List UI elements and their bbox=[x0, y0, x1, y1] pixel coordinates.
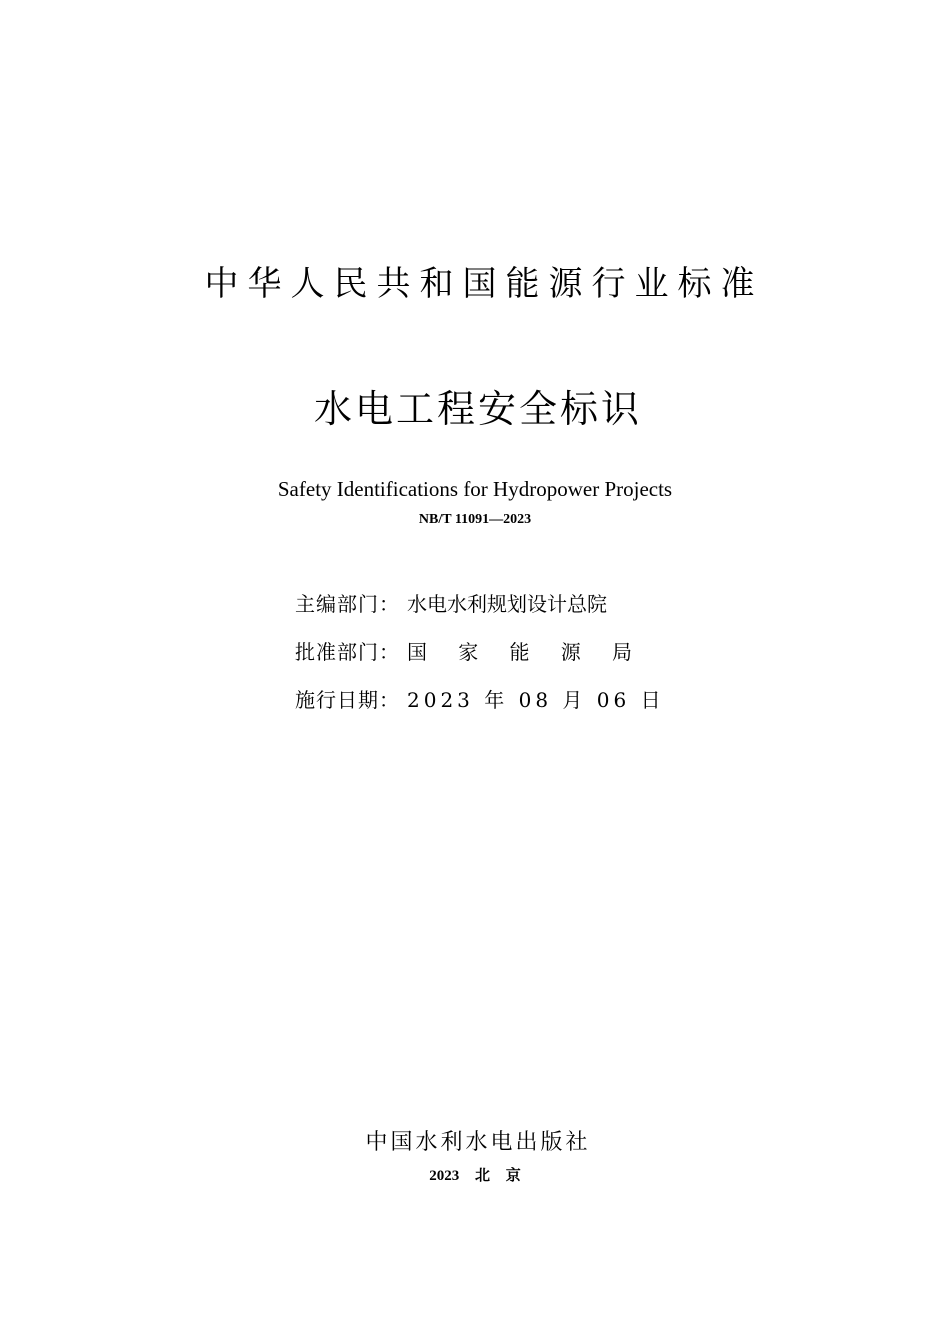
publication-place bbox=[0, 1164, 950, 1185]
approver-row bbox=[295, 638, 632, 666]
approver-char: 国 bbox=[407, 640, 427, 664]
approver-char: 源 bbox=[560, 640, 581, 664]
publication-city-char: 京 bbox=[505, 1168, 521, 1184]
approver-label: 批准部门： bbox=[295, 640, 400, 664]
publication-year: 2023 bbox=[429, 1168, 460, 1184]
standard-number: NB/T 11091—2023 bbox=[418, 512, 532, 527]
approver-char: 能 bbox=[509, 640, 530, 664]
effective-date-row bbox=[295, 686, 665, 714]
publication-city-char: 北 bbox=[474, 1168, 490, 1184]
approver-char: 家 bbox=[458, 640, 479, 664]
approver-char: 局 bbox=[612, 640, 632, 664]
standard-category-header: 中华人民共和国能源行业标准 bbox=[204, 264, 764, 304]
editor-row bbox=[295, 590, 607, 618]
effective-date-value: 2023 年 08 月 06 日 bbox=[407, 688, 665, 712]
editor-label: 主编部门： bbox=[295, 592, 400, 616]
document-title: 水电工程安全标识 bbox=[313, 387, 642, 431]
effective-date-label: 施行日期： bbox=[295, 688, 400, 712]
editor-value: 水电水利规划设计总院 bbox=[407, 592, 607, 616]
approver-value bbox=[407, 638, 632, 666]
english-title: Safety Identifications for Hydropower Projects bbox=[277, 477, 673, 501]
publisher-name: 中国水利水电出版社 bbox=[365, 1130, 591, 1155]
